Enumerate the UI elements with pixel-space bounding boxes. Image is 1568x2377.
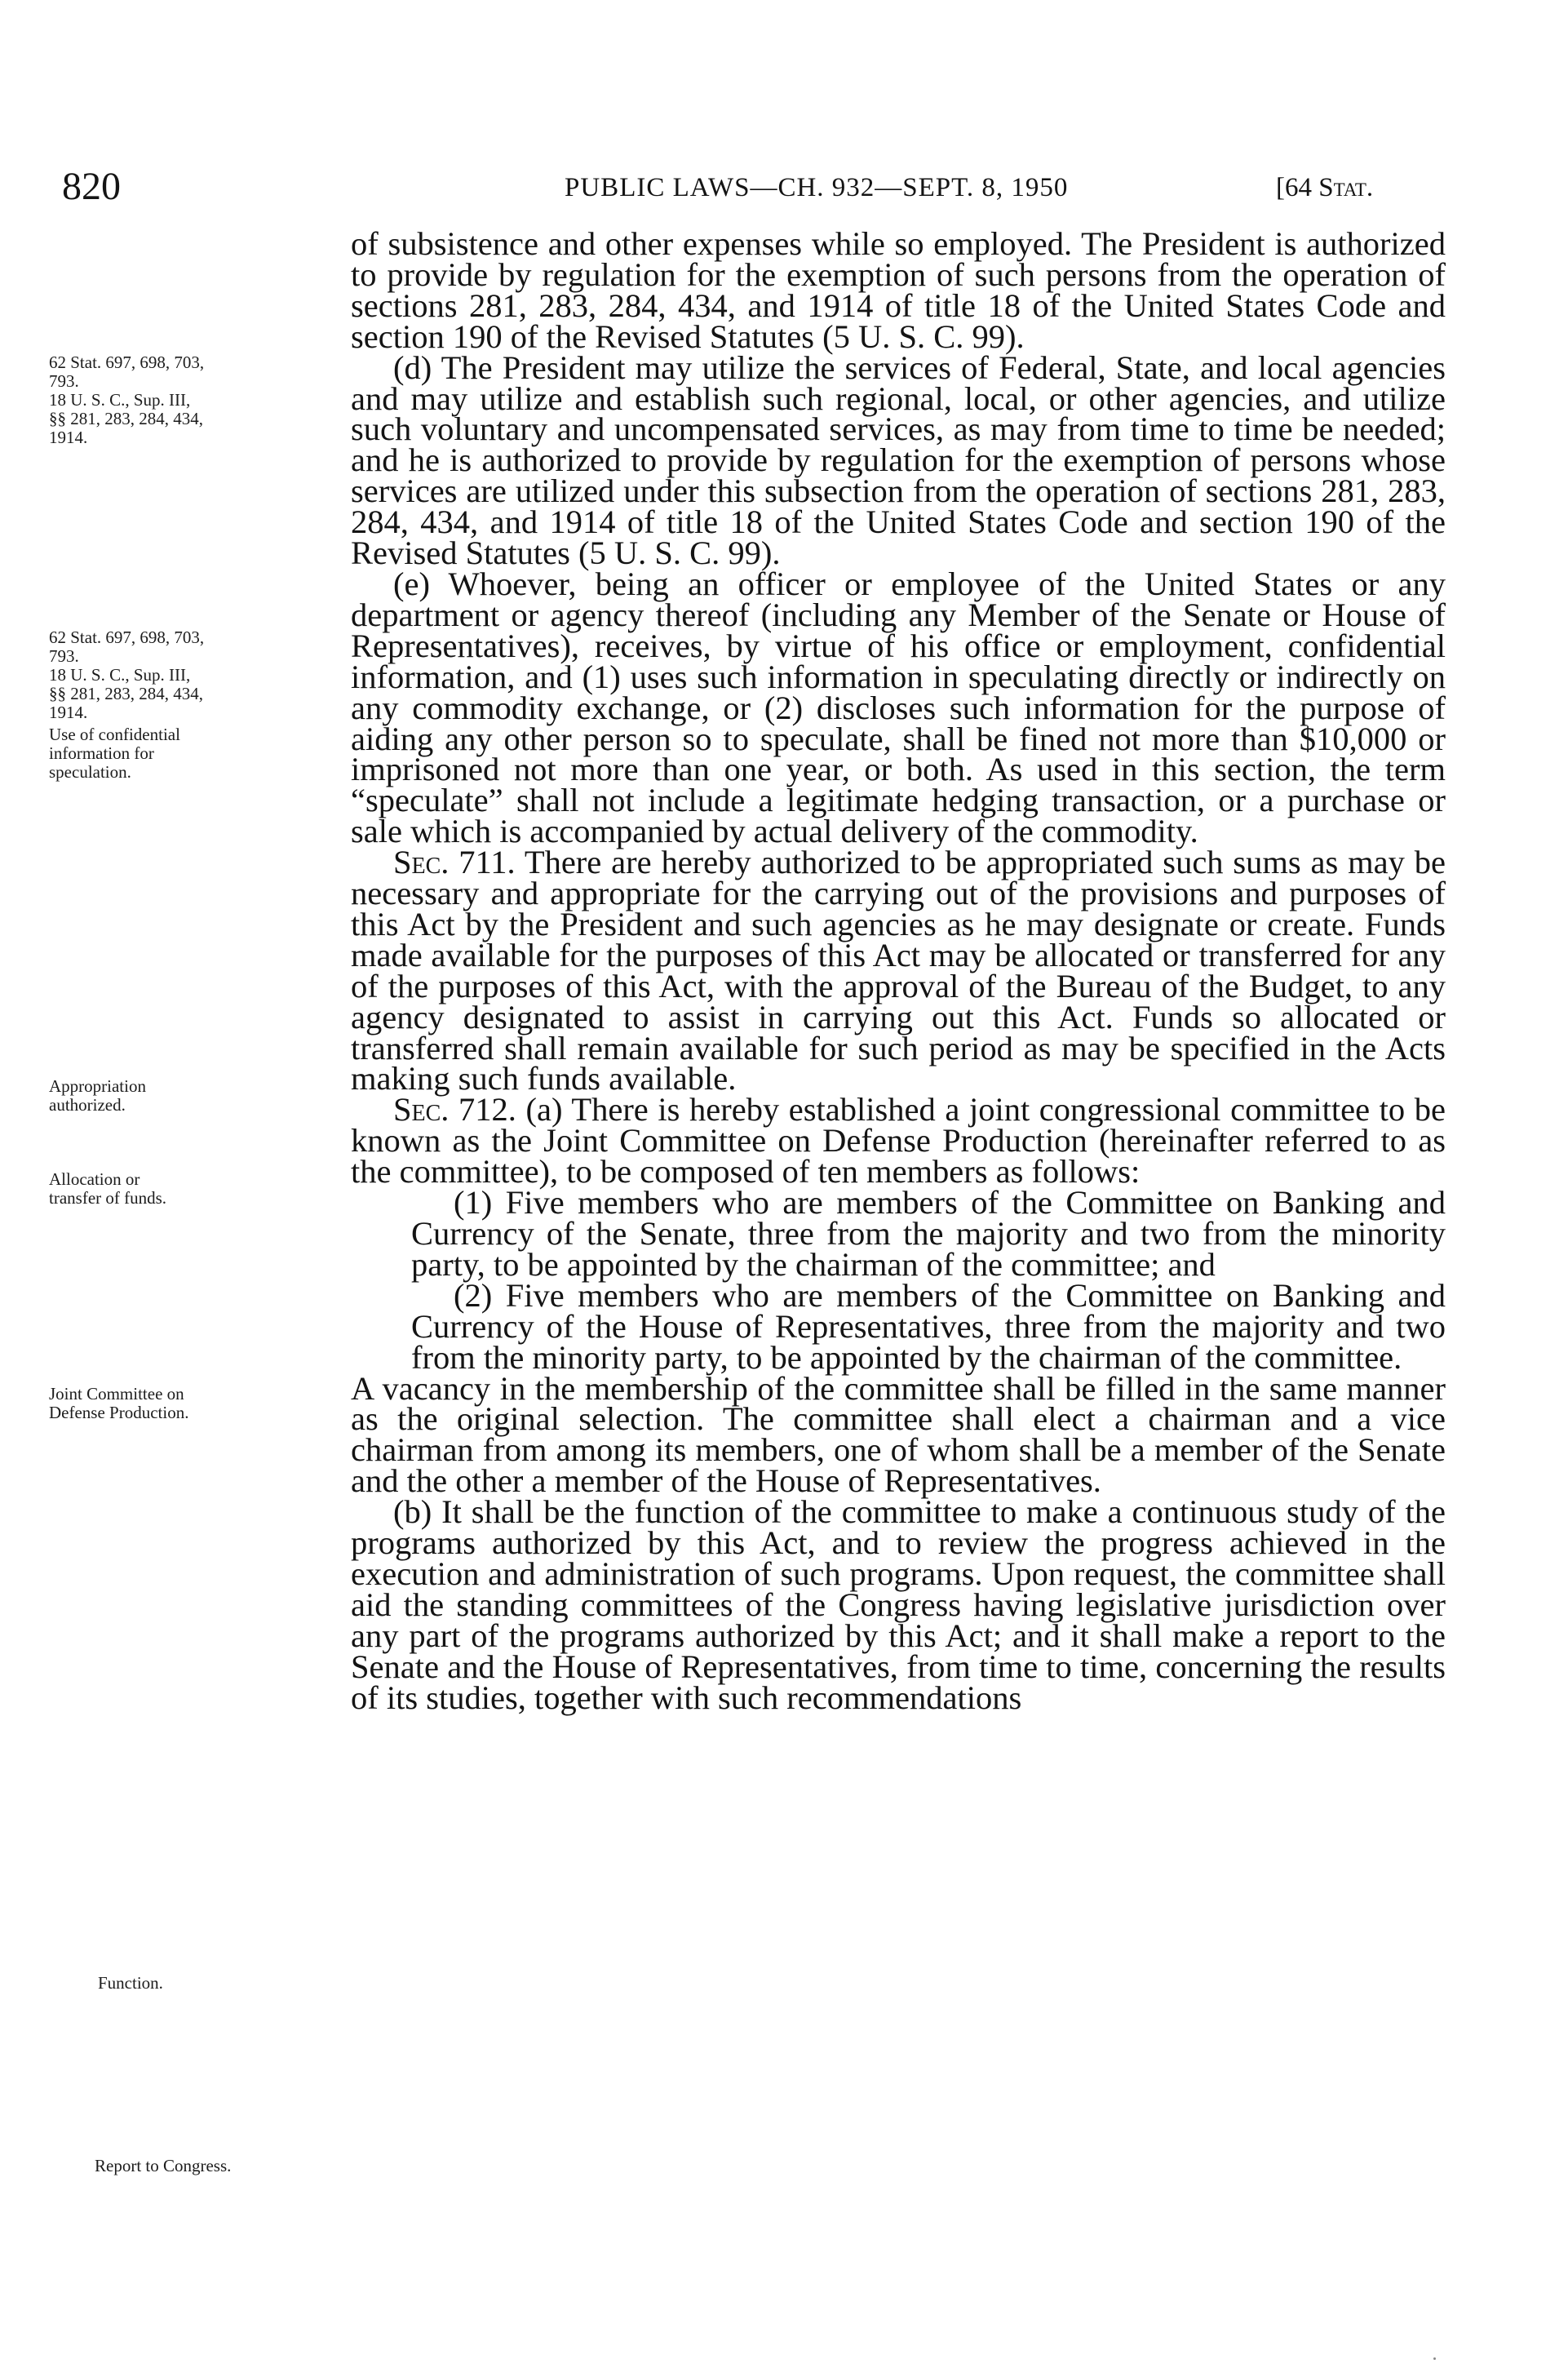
section-711-label: Sec. 711. — [393, 844, 516, 881]
stat-ref-1-line-d: §§ 281, 283, 284, 434, — [49, 409, 203, 428]
margin-note-report: Report to Congress. — [95, 2156, 232, 2175]
margin-note-appropriation: Appropriation authorized. — [49, 1076, 146, 1115]
paragraph-subsistence: of subsistence and other expenses while so employed. The President is authorized to provide by regulation for the exemption of such persons from the operation of sections 281, 283, 284, 434, and 1914 of title 18 of the United States Code and section 190 of the Revised Statutes (5 U. S. C. 99). — [351, 225, 1446, 355]
statute-body-text — [351, 225, 1446, 1716]
page-number: 820 — [62, 165, 121, 208]
paragraph-e: (e) Whoever, being an officer or employee of the United States or any department or agency thereof (including any Member of the Senate or House of Representatives), receives, by virtue of his office or employment, confidential information, and (1) uses such information in speculating directly or indirectly on any commodity exchange, or (2) discloses such information for the purpose of aiding any other person so to speculate, shall be fined not more than $10,000 or imprisoned not more than one year, or both. As used in this section, the term “speculate” shall not include a legitimate hedging transaction, or a purchase or sale which is accompanied by actual delivery of the commodity. — [351, 565, 1446, 850]
section-712-item-1: (1) Five members who are members of the Committee on Banking and Currency of the Senate, three from the majority and two from the minority party, to be appointed by the chairman of the committee; and — [411, 1184, 1446, 1283]
running-head: PUBLIC LAWS—CH. 932—SEPT. 8, 1950 — [565, 173, 1069, 202]
volume-ref-suffix: Stat. — [1318, 173, 1374, 202]
margin-note-confidential-information: Use of confidential information for speculation. — [49, 725, 180, 782]
stat-ref-1-line-a: 62 Stat. 697, 698, 703, — [49, 353, 205, 372]
volume-ref-prefix: [64 — [1276, 173, 1312, 202]
section-711-text: There are hereby authorized to be appropriated such sums as may be necessary and appropriate for the carrying out of the provisions and purposes of this Act by the President and such agencies as he may designate or create. Funds made available for the purposes of this Act may be allocated or transferred for any of the purposes of this Act, with the approval of the Bureau of the Budget, to any agency designated to assist in carrying out this Act. Funds so allocated or transferred shall remain available for such period as may be specified in the Acts making such funds available. — [351, 844, 1446, 1098]
paragraph-vacancy: A vacancy in the membership of the committee shall be filled in the same manner as the original selection. The committee shall elect a chairman and a vice chairman from among its members, one of whom shall be a member of the Senate and the other a member of the House of Representatives. — [351, 1369, 1446, 1500]
stat-ref-2-line-c: 18 U. S. C., Sup. III, — [49, 665, 191, 685]
margin-note-function: Function. — [98, 1973, 163, 1993]
paragraph-d: (d) The President may utilize the services of Federal, State, and local agencies and may utilize and establish such regional, local, or other agencies, and utilize such voluntary and uncompensated services, as may from time to time be needed; and he is authorized to provide by regulation for the exemption of persons whose services are utilized under this subsection from the operation of sections 281, 283, 284, 434, and 1914 of title 18 of the United States Code and section 190 of the Revised Statutes (5 U. S. C. 99). — [351, 348, 1446, 572]
margin-note-joint-committee: Joint Committee on Defense Production. — [49, 1384, 189, 1422]
section-712 — [351, 1091, 1446, 1191]
stat-ref-2-line-d: §§ 281, 283, 284, 434, — [49, 684, 203, 703]
stat-ref-1-line-e: 1914. — [49, 428, 88, 447]
stat-ref-2-line-a: 62 Stat. 697, 698, 703, — [49, 628, 205, 647]
stat-ref-2-line-b: 793. — [49, 646, 79, 666]
volume-reference — [1276, 167, 1373, 208]
page-header — [62, 162, 1449, 211]
section-712-item-2: (2) Five members who are members of the Committee on Banking and Currency of the House of Representatives, three from the majority and two from the minority party, to be appointed by the chairman of the committee. — [411, 1276, 1446, 1376]
section-712-text: (a) There is hereby established a joint congressional committee to be known as the Joint Committee on Defense Production (hereinafter referred to as the committee), to be composed of ten members as follows: — [351, 1091, 1446, 1191]
paragraph-b-function: (b) It shall be the function of the committee to make a continuous study of the programs authorized by this Act, and to review the progress achieved in the execution and administration of such programs. Upon request, the committee shall aid the standing committees of the Congress having legislative jurisdiction over any part of the programs authorized by this Act; and it shall make a report to the Senate and the House of Representatives, from time to time, concerning the results of its studies, together with such recommendations — [351, 1493, 1446, 1716]
stat-ref-2-line-e: 1914. — [49, 703, 88, 722]
scan-speck — [1433, 2357, 1436, 2360]
stat-ref-1-line-b: 793. — [49, 371, 79, 391]
stat-ref-1-line-c: 18 U. S. C., Sup. III, — [49, 390, 191, 410]
margin-note-allocation: Allocation or transfer of funds. — [49, 1169, 167, 1208]
margin-note-stat-ref-2 — [49, 628, 343, 722]
section-712-label: Sec. 712. — [393, 1091, 516, 1129]
section-711 — [351, 844, 1446, 1098]
margin-note-stat-ref-1 — [49, 353, 343, 447]
